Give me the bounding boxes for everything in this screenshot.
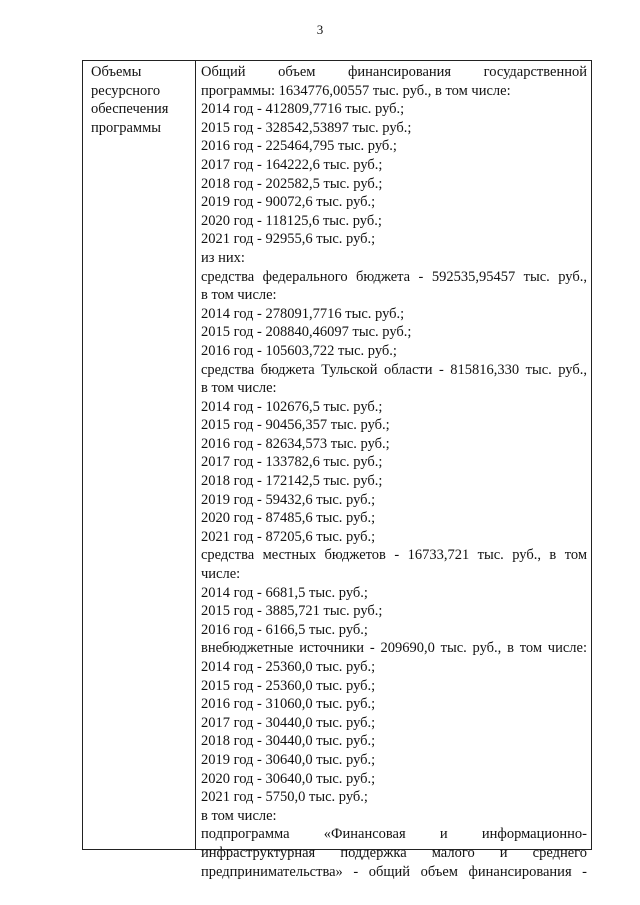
content-line: 2014 год - 25360,0 тыс. руб.; xyxy=(201,659,376,675)
content-line: 2015 год - 208840,46097 тыс. руб.; xyxy=(201,324,412,341)
label-line: Объемы xyxy=(91,64,142,80)
content-line: 2021 год - 92955,6 тыс. руб.; xyxy=(201,231,376,248)
content-line: 2014 год - 6681,5 тыс. руб.; xyxy=(201,584,368,601)
content-line: 2020 год - 30640,0 тыс. руб.; xyxy=(201,770,376,787)
content-line: подпрограмма «Финансовая и информационно- xyxy=(201,826,587,843)
content-line: 2015 год - 90456,357 тыс. руб.; xyxy=(201,417,390,434)
content-line: 2016 год - 105603,722 тыс. руб.; xyxy=(201,342,397,359)
content-line: средства федерального бюджета - 592535,95457 тыс. руб., xyxy=(201,268,587,285)
content-line: 2016 год - 225464,795 тыс. руб.; xyxy=(201,138,397,155)
content-line: из них: xyxy=(201,249,245,266)
page-number: 3 xyxy=(316,22,324,37)
content-line: 2014 год - 412809,7716 тыс. руб.; xyxy=(201,101,405,118)
content-line: программы: 1634776,00557 тыс. руб., в том числе: xyxy=(201,82,511,99)
column-divider xyxy=(195,61,196,849)
content-line: 2020 год - 118125,6 тыс. руб.; xyxy=(201,212,382,229)
label-line: обеспечения xyxy=(91,101,169,118)
label-line: ресурсного xyxy=(91,82,161,99)
label-line: программы xyxy=(91,119,161,136)
content-line: 2021 год - 5750,0 тыс. руб.; xyxy=(201,789,368,806)
content-line: 2016 год - 31060,0 тыс. руб.; xyxy=(201,696,376,713)
content-line: 2016 год - 6166,5 тыс. руб.; xyxy=(201,621,368,638)
content-line: 2015 год - 328542,53897 тыс. руб.; xyxy=(201,119,412,136)
content-line: внебюджетные источники - 209690,0 тыс. руб., в том числе: xyxy=(201,640,587,657)
content-line: 2014 год - 278091,7716 тыс. руб.; xyxy=(201,305,405,322)
content-line: 2014 год - 102676,5 тыс. руб.; xyxy=(201,398,383,415)
content-line: 2017 год - 30440,0 тыс. руб.; xyxy=(201,714,376,731)
content-line: 2018 год - 30440,0 тыс. руб.; xyxy=(201,733,376,750)
table-label-cell xyxy=(91,63,191,137)
content-line: 2019 год - 59432,6 тыс. руб.; xyxy=(201,491,376,508)
content-line: средства местных бюджетов - 16733,721 тыс. руб., в том xyxy=(201,547,587,564)
content-line: предпринимательства» - общий объем финансирования - xyxy=(201,863,587,880)
content-line: 2017 год - 164222,6 тыс. руб.; xyxy=(201,156,383,173)
content-line: 2019 год - 30640,0 тыс. руб.; xyxy=(201,751,376,768)
content-line: 2017 год - 133782,6 тыс. руб.; xyxy=(201,454,383,471)
content-line: в том числе: xyxy=(201,807,277,824)
content-line: средства бюджета Тульской области - 815816,330 тыс. руб., xyxy=(201,361,587,378)
content-line: в том числе: xyxy=(201,380,277,397)
content-line: 2015 год - 3885,721 тыс. руб.; xyxy=(201,603,383,620)
content-line: 2018 год - 202582,5 тыс. руб.; xyxy=(201,175,383,192)
content-line: 2019 год - 90072,6 тыс. руб.; xyxy=(201,194,376,211)
content-line: 2015 год - 25360,0 тыс. руб.; xyxy=(201,677,376,694)
table-content-cell xyxy=(201,63,587,881)
content-line: числе: xyxy=(201,566,241,583)
content-line: инфраструктурная поддержка малого и среднего xyxy=(201,844,587,861)
content-line: 2016 год - 82634,573 тыс. руб.; xyxy=(201,435,390,452)
resource-table xyxy=(82,60,592,880)
content-line: 2020 год - 87485,6 тыс. руб.; xyxy=(201,510,376,527)
content-line: 2018 год - 172142,5 тыс. руб.; xyxy=(201,473,383,490)
content-line: Общий объем финансирования государственной xyxy=(201,64,587,80)
content-line: 2021 год - 87205,6 тыс. руб.; xyxy=(201,528,376,545)
content-line: в том числе: xyxy=(201,287,277,304)
